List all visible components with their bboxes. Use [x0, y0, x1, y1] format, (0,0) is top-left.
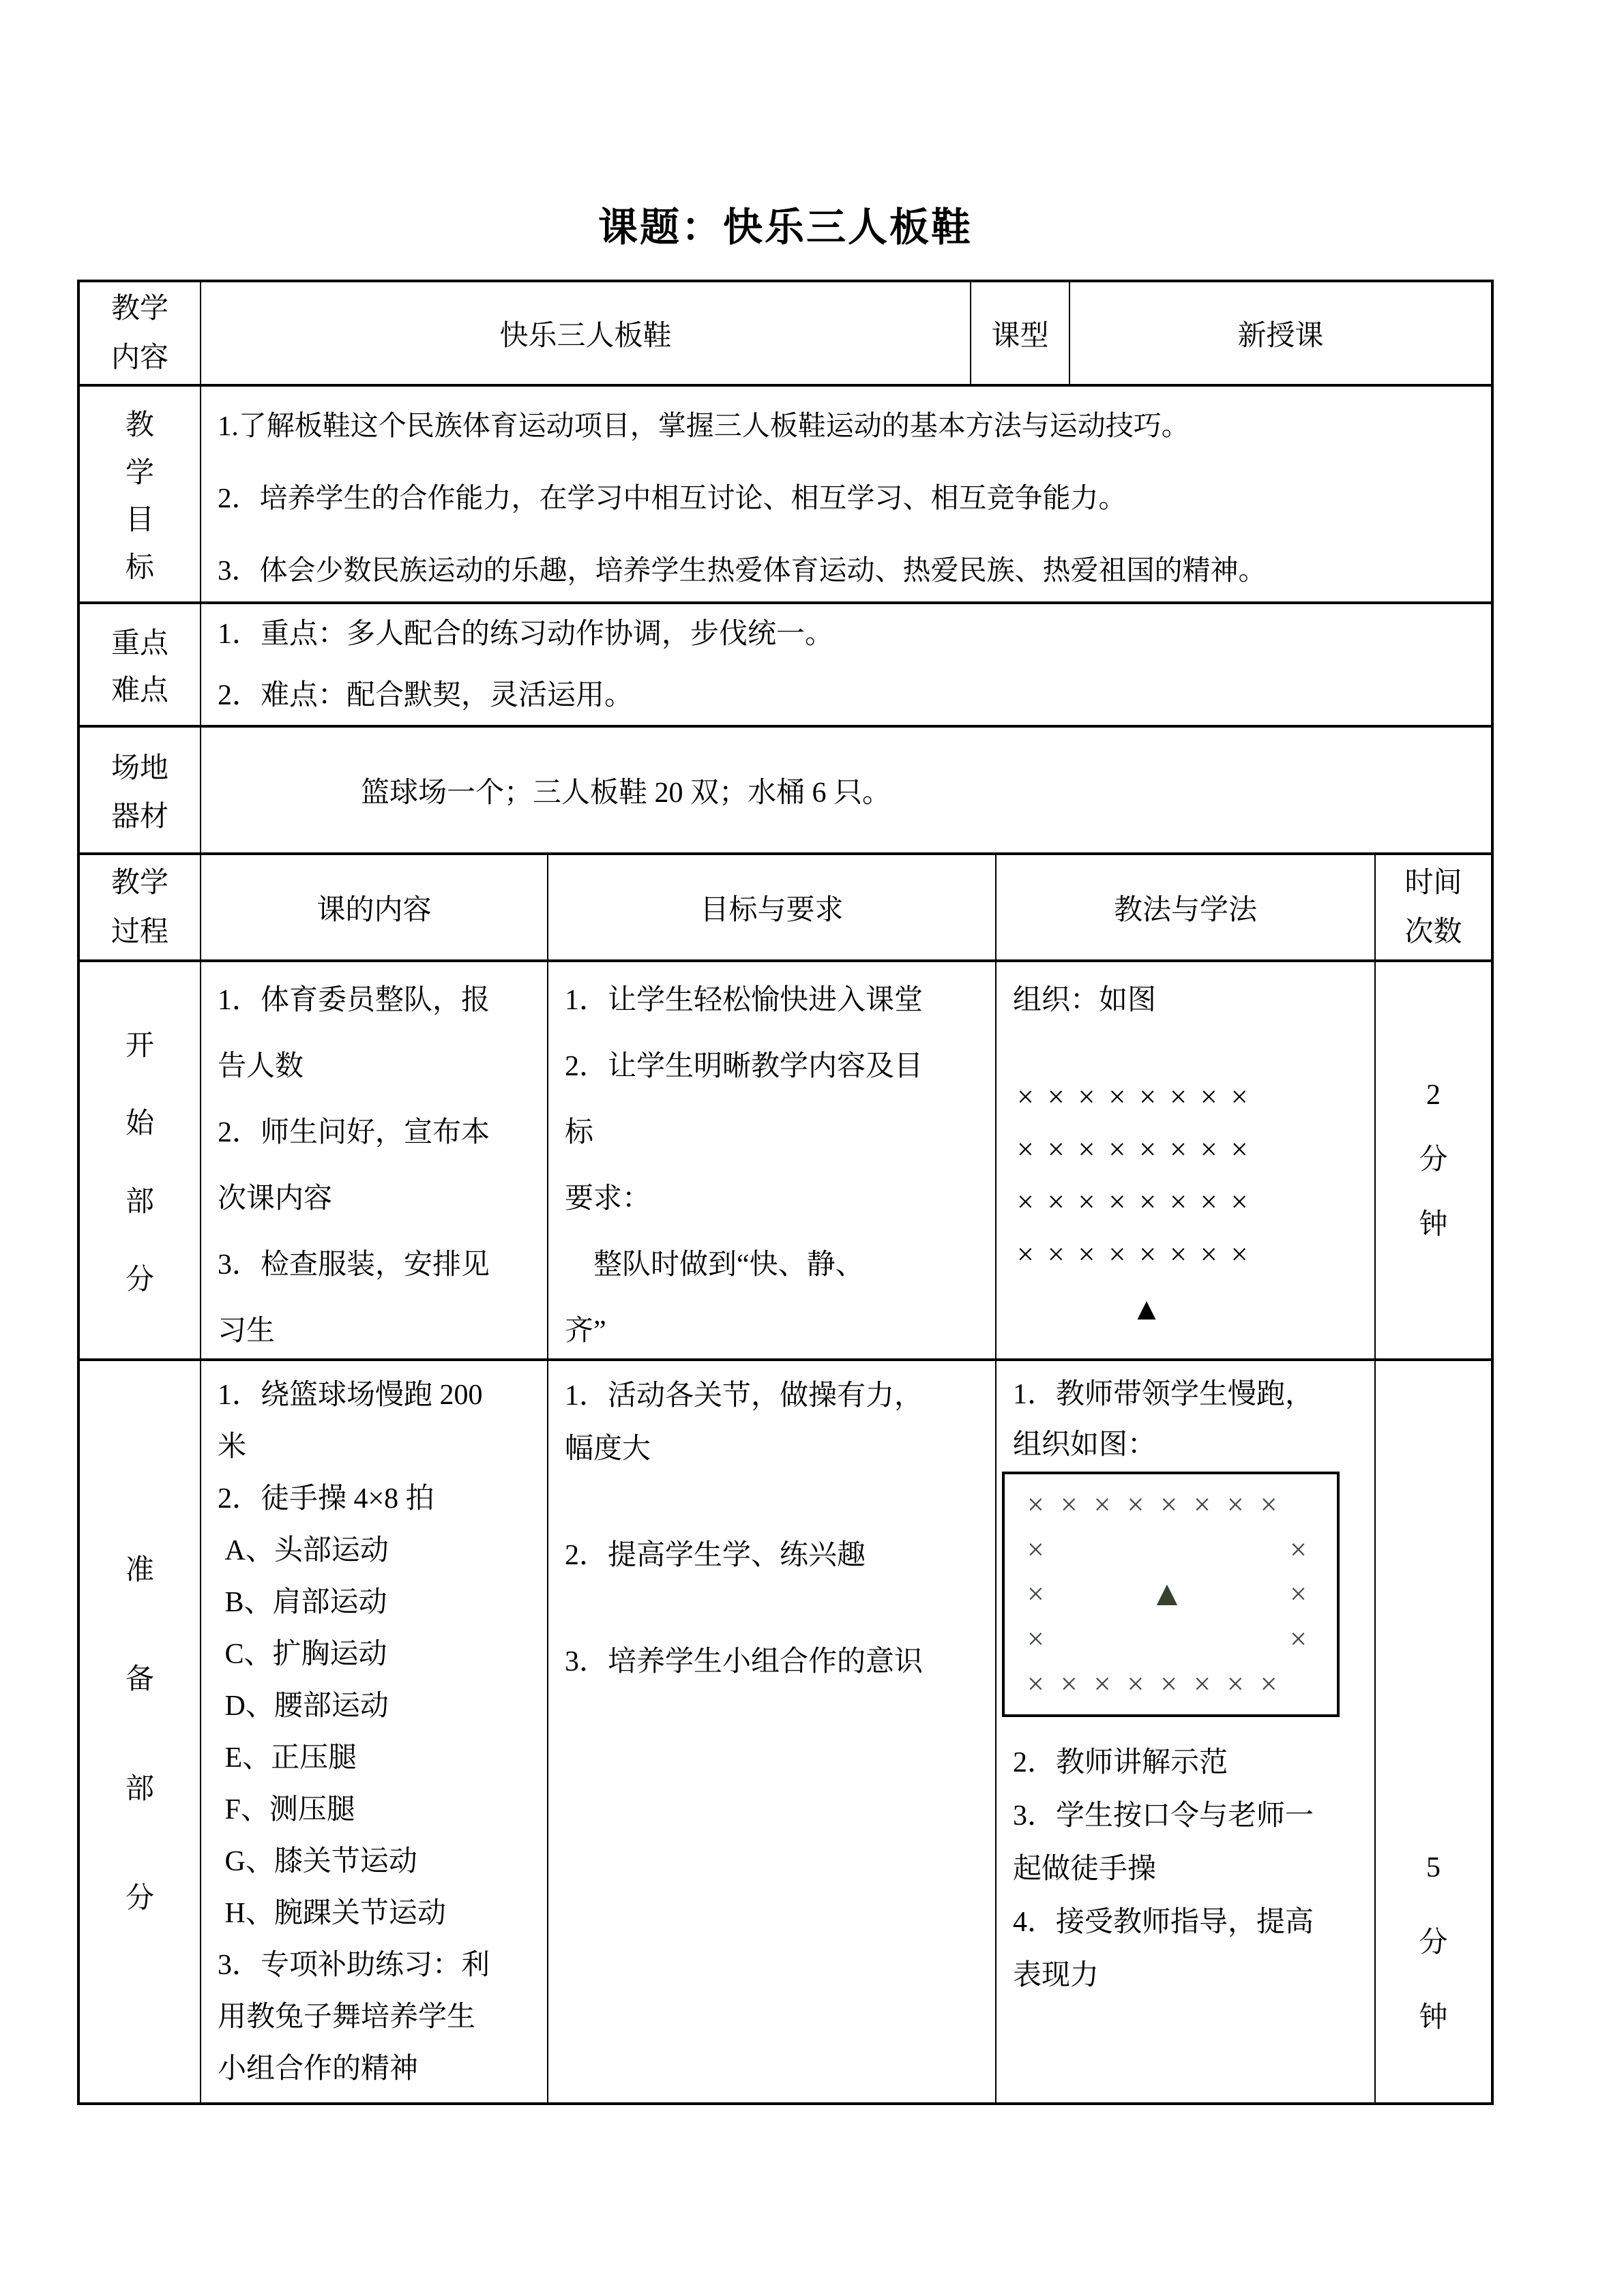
text-line: 2．培养学生的合作能力，在学习中相互讨论、相互学习、相互竞争能力。	[218, 482, 1127, 513]
text-line: A、头部运动	[218, 1535, 389, 1566]
text-line: 钟	[1419, 1209, 1448, 1240]
opening-content	[200, 962, 547, 1358]
text-line: 习生	[218, 1315, 276, 1347]
text-line: 整队时做到“快、静、	[565, 1249, 864, 1281]
text-line: C、扩胸运动	[218, 1639, 387, 1670]
row-key-points	[80, 601, 1491, 725]
text-line: 1．教师带领学生慢跑，	[1013, 1379, 1314, 1410]
text-line: 钟	[1419, 2002, 1448, 2033]
text-line: 3．学生按口令与老师一	[1013, 1800, 1314, 1832]
formation-right-symbol: ×	[1290, 1577, 1307, 1611]
text-line: 用教兔子舞培养学生	[218, 2001, 476, 2033]
process-label	[80, 855, 200, 959]
text-line: H、腕踝关节运动	[218, 1898, 446, 1929]
text-line: 起做徒手操	[1013, 1853, 1157, 1885]
formation-diagram	[996, 1071, 1374, 1281]
text-line: 分	[1419, 1927, 1448, 1958]
text-line: 难点	[110, 675, 168, 707]
text-line: 重点	[110, 627, 168, 659]
course-type-value: 新授课	[1069, 282, 1491, 384]
formation-mid-row-3	[1027, 1622, 1307, 1656]
venue-text-cell	[200, 728, 1491, 852]
text-line: 表现力	[1013, 1960, 1099, 1991]
text-line: B、肩部运动	[218, 1587, 387, 1618]
text-line: 2．教师讲解示范	[1013, 1747, 1228, 1778]
text-line: G、膝关节运动	[218, 1846, 417, 1877]
key-points-text	[200, 604, 1491, 725]
objectives-text	[200, 387, 1491, 601]
text-line: 分	[1419, 1144, 1448, 1176]
text-line: 分	[125, 1264, 154, 1296]
text-line: 开	[125, 1030, 154, 1062]
text-line: 3．培养学生小组合作的意识	[565, 1646, 924, 1678]
preparation-content	[200, 1361, 547, 2102]
formation-left-symbol: ×	[1027, 1532, 1044, 1566]
text-line: 教学	[110, 293, 168, 325]
row-venue-equipment	[80, 725, 1491, 852]
key-points-label	[80, 604, 200, 725]
text-line: 米	[218, 1431, 247, 1463]
page-title: 课题：快乐三人板鞋	[597, 205, 973, 250]
preparation-method-outro	[996, 1728, 1374, 2002]
text-line: 时间	[1404, 867, 1462, 899]
text-line: 部	[125, 1186, 154, 1218]
formation-top-row: ××××××××	[1027, 1487, 1294, 1521]
text-line: 教学	[110, 867, 168, 899]
text-line: 1．活动各关节，做操有力，	[565, 1380, 924, 1412]
text-line: 场地	[110, 753, 168, 785]
text-line: 3．专项补助练习：利	[218, 1950, 490, 1981]
teacher-marker-icon: ▲	[1131, 1292, 1162, 1326]
text-line: 2．提高学生学、练兴趣	[565, 1540, 866, 1571]
course-type-label: 课型	[970, 282, 1069, 384]
text-line: D、腰部运动	[218, 1690, 389, 1722]
text-line: 次课内容	[218, 1183, 333, 1214]
text-line: 3．体会少数民族运动的乐趣，培养学生热爱体育运动、热爱民族、热爱祖国的精神。	[218, 554, 1267, 586]
header-time-count	[1374, 855, 1491, 959]
text-line: 2．徒手操 4×8 拍	[218, 1483, 434, 1515]
text-line: 部	[125, 1773, 154, 1805]
row-objectives	[80, 384, 1491, 601]
text-line: 分	[125, 1883, 154, 1915]
preparation-method-intro	[996, 1361, 1374, 1470]
teacher-marker-icon: ▲	[1149, 1574, 1185, 1613]
formation-mid-row-2	[1027, 1574, 1307, 1613]
text-line: 1．体育委员整队，报	[218, 985, 490, 1016]
opening-section-label	[80, 962, 200, 1358]
formation-left-symbol: ×	[1027, 1622, 1044, 1656]
opening-method-title: 组织：如图	[1013, 985, 1157, 1016]
text-line: 过程	[110, 916, 168, 948]
teaching-content-label	[80, 282, 200, 384]
text-line: 标	[565, 1117, 594, 1148]
formation-mid-row-1	[1027, 1532, 1307, 1567]
text-line: 2	[1426, 1079, 1441, 1111]
text-line: 小组合作的精神	[218, 2053, 419, 2085]
text-line: 目	[125, 505, 154, 537]
text-line: 2．难点：配合默契，灵活运用。	[218, 679, 634, 711]
text-line: 5	[1426, 1852, 1441, 1883]
formation-left-symbol: ×	[1027, 1577, 1044, 1611]
text-line: 2．让学生明晰教学内容及目	[565, 1051, 924, 1082]
text-line: 组织如图：	[1013, 1429, 1157, 1461]
text-line: ××××××××	[1017, 1133, 1262, 1166]
text-line: ××××××××	[1017, 1080, 1262, 1114]
formation-right-symbol: ×	[1290, 1622, 1307, 1656]
text-line: 次数	[1404, 916, 1462, 948]
preparation-time	[1374, 1361, 1491, 2102]
lesson-plan-table	[77, 280, 1494, 2105]
text-line	[565, 1582, 990, 1635]
opening-methods	[995, 962, 1374, 1358]
objectives-label	[80, 387, 200, 601]
text-line: 1．绕篮球场慢跑 200	[218, 1380, 483, 1411]
preparation-goals	[547, 1361, 995, 2102]
text-line: 始	[125, 1108, 154, 1140]
row-opening-section	[80, 959, 1491, 1358]
preparation-section-label	[80, 1361, 200, 2102]
header-teaching-methods: 教法与学法	[995, 855, 1374, 959]
text-line: F、测压腿	[218, 1794, 355, 1825]
opening-time	[1374, 962, 1491, 1358]
row-preparation-section	[80, 1358, 1491, 2102]
text-line: 2．师生问好，宣布本	[218, 1117, 490, 1148]
text-line: 要求：	[565, 1183, 651, 1214]
formation-bottom-row: ××××××××	[1027, 1667, 1294, 1701]
text-line: 1.了解板鞋这个民族体育运动项目，掌握三人板鞋运动的基本方法与运动技巧。	[218, 410, 1190, 441]
opening-method-title-wrap	[996, 962, 1374, 1034]
text-line: 1．让学生轻松愉快进入课堂	[565, 985, 924, 1016]
text-line: 准	[125, 1554, 154, 1586]
text-line: 内容	[110, 342, 168, 374]
teaching-content-value: 快乐三人板鞋	[200, 282, 970, 384]
text-line: 器材	[110, 801, 168, 833]
text-line: E、正压腿	[218, 1742, 357, 1774]
text-line: 告人数	[218, 1051, 304, 1082]
jog-formation-box	[1002, 1472, 1340, 1717]
text-line: 幅度大	[565, 1433, 651, 1465]
text-line: ××××××××	[1017, 1185, 1262, 1219]
row-process-header	[80, 852, 1491, 959]
opening-goals	[547, 962, 995, 1358]
venue-label	[80, 728, 200, 852]
text-line: 4．接受教师指导，提高	[1013, 1907, 1314, 1938]
venue-text: 篮球场一个；三人板鞋 20 双；水桶 6 只。	[361, 777, 891, 809]
formation-right-symbol: ×	[1290, 1532, 1307, 1566]
text-line: 3．检查服装，安排见	[218, 1249, 490, 1281]
text-line: ××××××××	[1017, 1238, 1262, 1271]
text-line: 学	[125, 457, 154, 489]
text-line: 1．重点：多人配合的练习动作协调，步伐统一。	[218, 618, 834, 650]
text-line: 标	[125, 552, 154, 584]
text-line: 齐”	[565, 1315, 606, 1347]
preparation-methods	[995, 1361, 1374, 2102]
header-goals-requirements: 目标与要求	[547, 855, 995, 959]
text-line: 备	[125, 1664, 154, 1696]
text-line	[565, 1476, 990, 1529]
header-lesson-content: 课的内容	[200, 855, 547, 959]
row-teaching-content	[80, 282, 1491, 384]
text-line: 教	[125, 410, 154, 442]
